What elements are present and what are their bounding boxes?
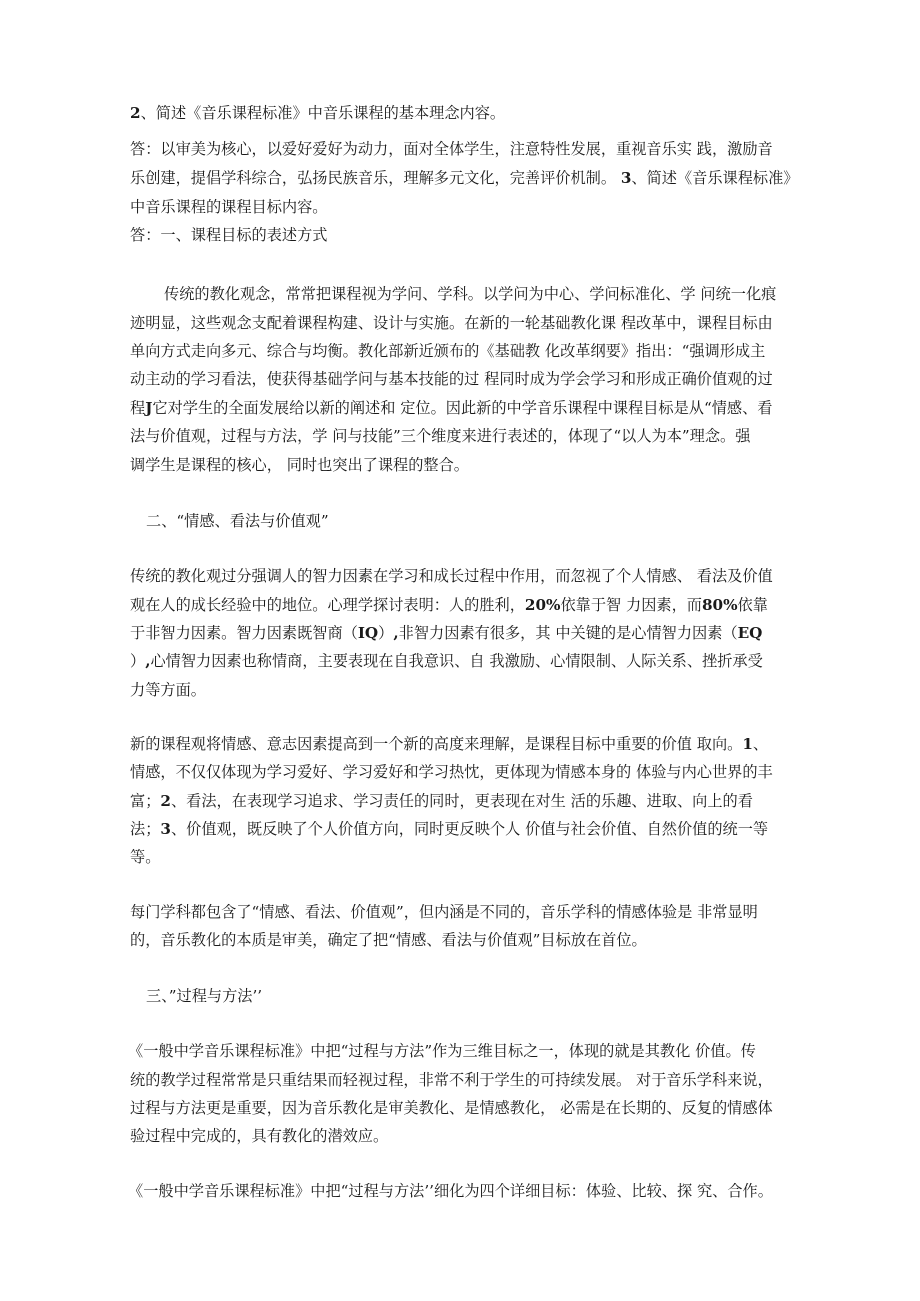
p2-line-3-comma: , (393, 624, 399, 642)
question-3-text: 、简述《音乐课程标准》 (631, 169, 799, 187)
answer-3-intro: 答：一、课程目标的表述方式 (130, 226, 328, 244)
p1-line-6: 法与价值观，过程与方法，学 问与技能”三个维度来进行表述的，体现了“以人为本”理念。强 (130, 427, 751, 445)
question-2-heading (130, 103, 505, 123)
pct-20: 20% (524, 596, 561, 614)
p3-line-2: 情感，不仅仅体现为学习爱好、学习爱好和学习热忱，更体现为情感本身的 体验与内心世界的丰 (130, 763, 773, 781)
p3-line-1-b: 、 (752, 735, 769, 753)
p1-line-7: 调学生是课程的核心， 同时也突出了课程的整合。 (130, 456, 469, 474)
p3-line-1 (130, 734, 768, 754)
p6-line-1: 《一般中学音乐课程标准》中把“过程与方法’’细化为四个详细目标：体验、比较、探 究、合作。 (128, 1182, 773, 1200)
p2-line-4-paren: ） (130, 652, 146, 670)
p3-line-5: 等。 (130, 848, 161, 866)
p3-line-4-b: 、价值观，既反映了个人价值方向，同时更反映个人 价值与社会价值、自然价值的统一等 (170, 820, 769, 838)
section-2-title: 二、“情感、看法与价值观” (146, 512, 329, 530)
eq-term: EQ (737, 624, 763, 642)
p1-line-1: 传统的教化观念，常常把课程视为学问、学科。以学问为中心、学问标准化、学 问统一化痕 (164, 285, 777, 303)
answer-2-text: 乐创建，提倡学科综合，弘扬民族音乐，理解多元文化，完善评价机制。 (130, 169, 621, 187)
question-number: 2 (130, 104, 141, 122)
p1-line-5 (130, 398, 772, 418)
pct-80: 80% (701, 596, 738, 614)
p1-line-3: 单向方式走向多元、综合与均衡。教化部新近颁布的《基础教 化改革纲要》指出：“强调形成主 (130, 342, 766, 360)
p3-line-4 (130, 819, 768, 839)
question-text: 、简述《音乐课程标准》中音乐课程的基本理念内容。 (140, 104, 506, 122)
p3-line-3-b: 、看法，在表现学习追求、学习责任的同时，更表现在对生 活的乐趣、进取、向上的看 (170, 792, 753, 810)
p1-line-4: 动主动的学习看法，使获得基础学问与基本技能的过 程同时成为学会学习和形成正确价值观的过 (130, 370, 773, 388)
p2-line-2-c: 依靠 (737, 596, 768, 614)
p2-line-4-b: 心情智力因素也称情商，主要表现在自我意识、自 我激励、心情限制、人际关系、挫折承受 (150, 652, 763, 670)
p5-line-1: 《一般中学音乐课程标准》中把“过程与方法”作为三维目标之一，体现的就是其教化 价值。传 (128, 1042, 756, 1060)
p2-line-4-comma: , (145, 652, 151, 670)
p2-line-2-a: 观在人的成长经验中的地位。心理学探讨表明：人的胜利， (130, 596, 525, 614)
p2-line-2 (130, 595, 768, 615)
p2-line-1: 传统的教化观过分强调人的智力因素在学习和成长过程中作用，而忽视了个人情感、 看法及价值 (130, 567, 773, 585)
p2-line-2-b: 依靠于智 力因素，而 (560, 596, 702, 614)
p2-line-3-paren: ） (378, 624, 394, 642)
p1-line-5-rest: 它对学生的全面发展给以新的阐述和 定位。因此新的中学音乐课程中课程目标是从“情感、看 (152, 399, 773, 417)
p3-line-4-a: 法； (130, 820, 161, 838)
p2-line-3 (130, 623, 762, 643)
p2-line-4 (130, 651, 763, 671)
answer-2-line-1: 答：以审美为核心，以爱好爱好为动力，面对全体学生，注意特性发展，重视音乐实 践，激励音 (130, 140, 773, 158)
p3-num-3: 3 (160, 820, 171, 838)
p2-line-3-a: 于非智力因素。智力因素既智商（ (130, 624, 358, 642)
section-3-title: 三、”过程与方法’’ (146, 987, 263, 1005)
p4-line-1: 每门学科都包含了“情感、看法、价值观”，但内涵是不同的，音乐学科的情感体验是 非常显明 (130, 903, 758, 921)
p3-line-3-a: 富； (130, 792, 161, 810)
p1-line-5-artifact: J (145, 399, 153, 417)
answer-2-line-2 (130, 168, 798, 188)
p3-num-2: 2 (160, 792, 171, 810)
p5-line-2: 统的教学过程常常是只重结果而轻视过程，非常不利于学生的可持续发展。 对于音乐学科来说， (130, 1071, 773, 1089)
p3-line-1-a: 新的课程观将情感、意志因素提高到一个新的高度来理解，是课程目标中重要的价值 取向。 (130, 735, 743, 753)
iq-term: IQ (357, 624, 379, 642)
p3-num-1: 1 (742, 735, 753, 753)
p4-line-2: 的，音乐教化的本质是审美，确定了把“情感、看法与价值观”目标放在首位。 (130, 931, 647, 949)
p3-line-3 (130, 791, 753, 811)
p2-line-3-c: 非智力因素有很多，其 中关键的是心情智力因素（ (398, 624, 738, 642)
question-3-number: 3 (620, 169, 632, 187)
p1-line-2: 迹明显，这些观念支配着课程构建、设计与实施。在新的一轮基础教化课 程改革中，课程目标由 (130, 314, 773, 332)
p2-line-5: 力等方面。 (130, 681, 206, 699)
p5-line-4: 验过程中完成的，具有教化的潜效应。 (130, 1127, 389, 1145)
p5-line-3: 过程与方法更是重要，因为音乐教化是审美教化、是情感教化， 必需是在长期的、反复的情感体 (130, 1099, 773, 1117)
question-3-line-2: 中音乐课程的课程目标内容。 (130, 198, 328, 216)
p1-line-5-start: 程 (130, 399, 146, 417)
